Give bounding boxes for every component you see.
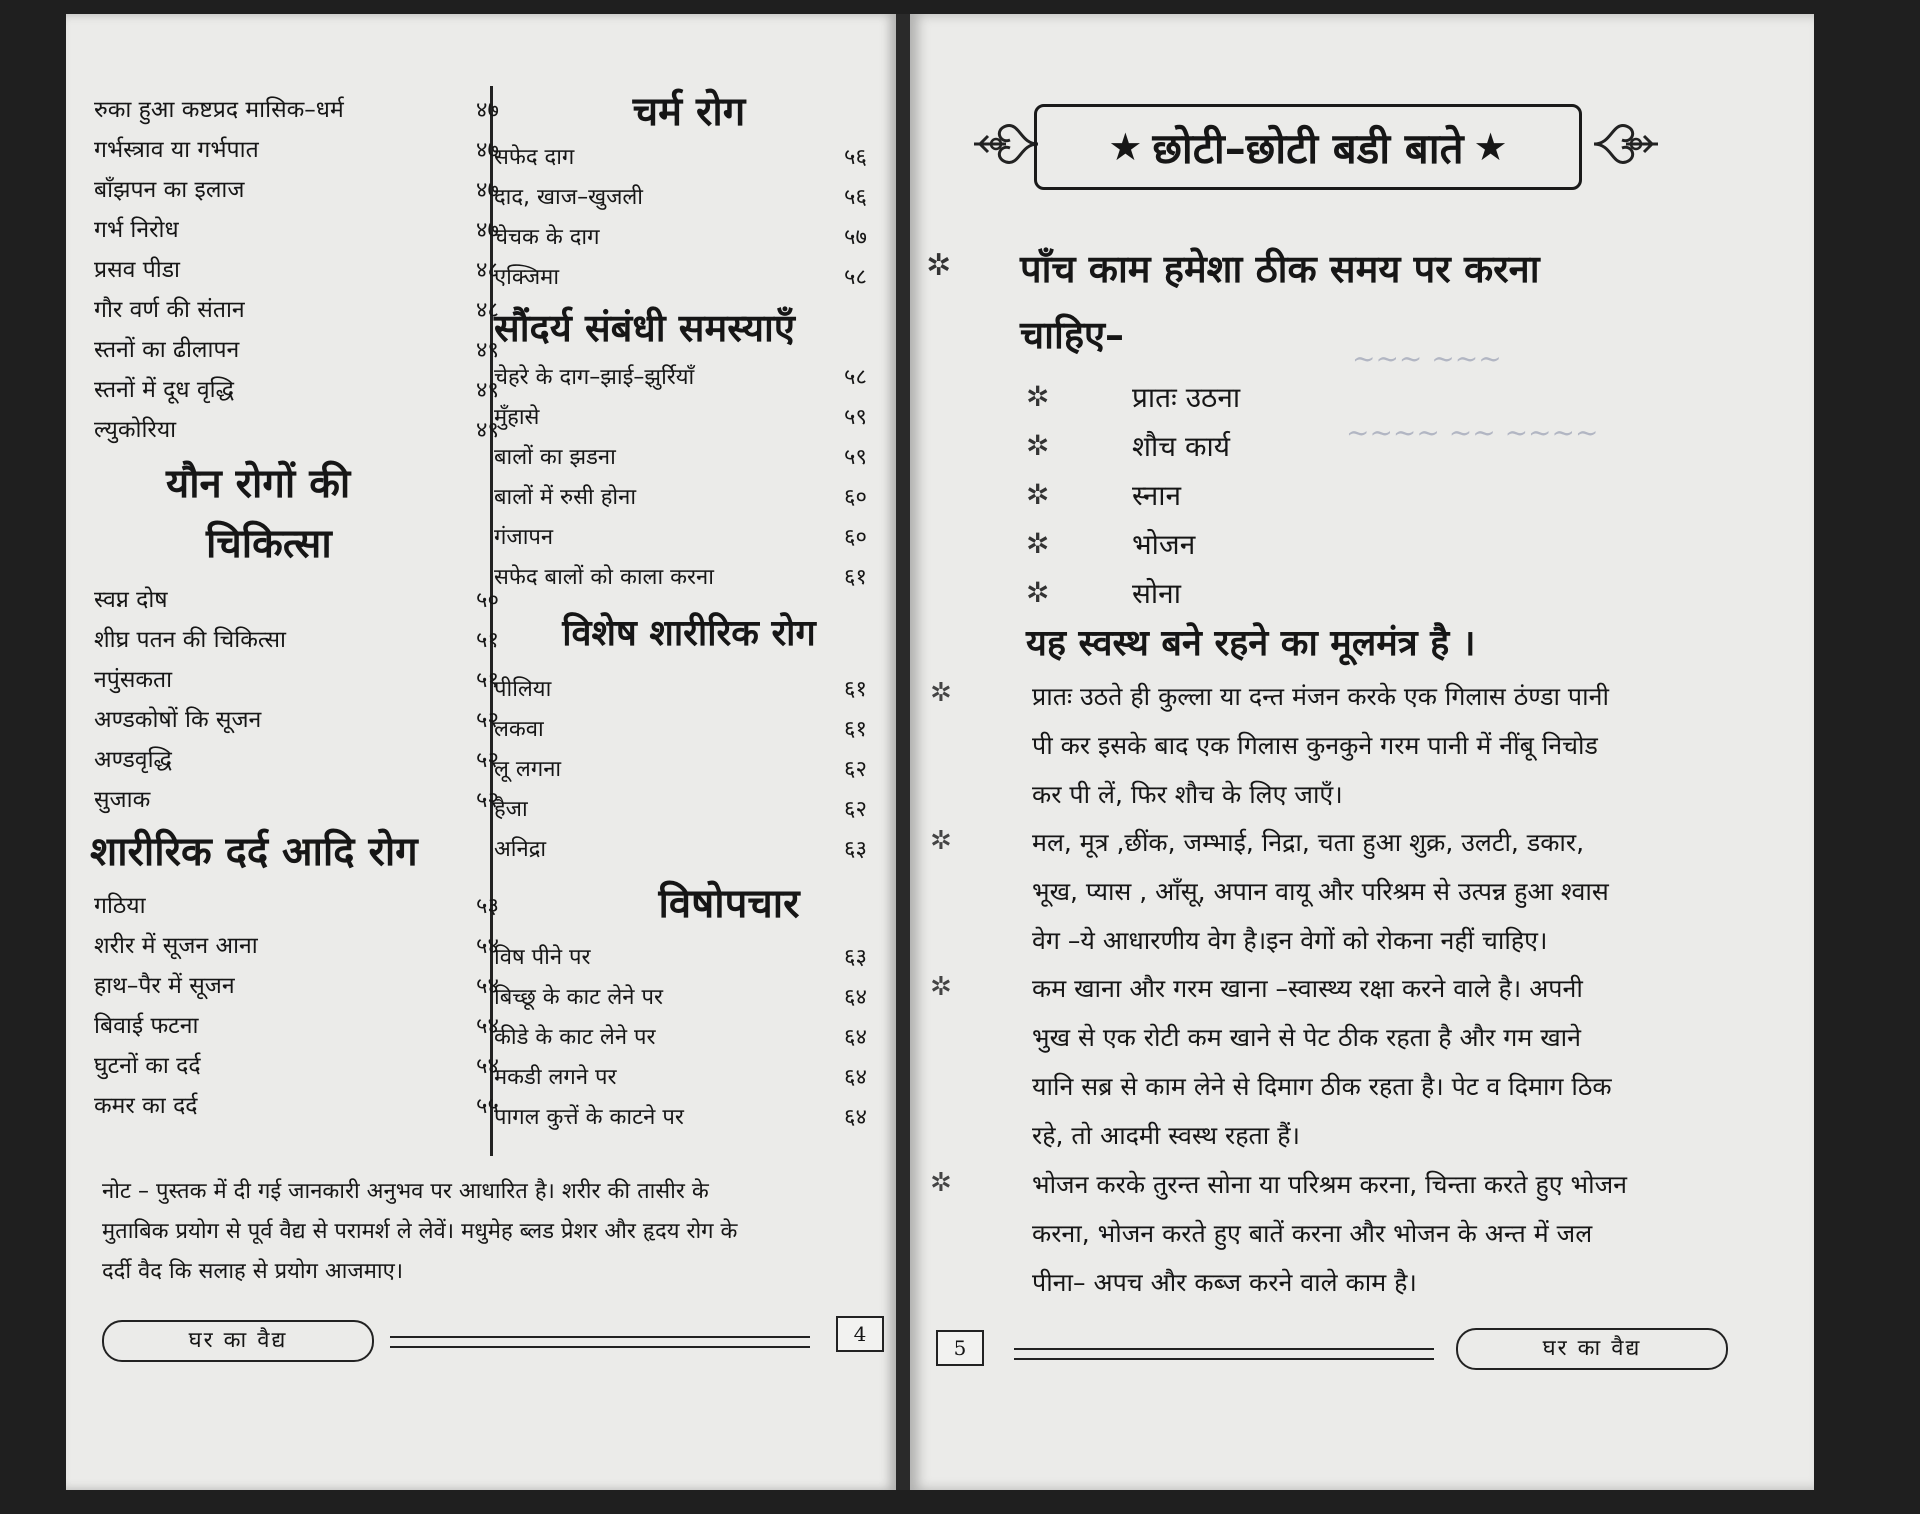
toc-group-special (494, 670, 884, 870)
star-icon: ★ (1108, 125, 1143, 169)
toc-entry-label: अण्डवृद्धि (94, 747, 172, 773)
toc-entry (94, 250, 524, 290)
five-tasks-list (1026, 372, 1240, 617)
toc-entry-label: रुका हुआ कष्टप्रद मासिक–धर्म (94, 97, 344, 123)
toc-entry-page: ४९ (476, 418, 499, 443)
toc-entry-page: ५८ (844, 365, 867, 390)
toc-entry (94, 170, 524, 210)
toc-entry-page: ४९ (476, 338, 499, 363)
toc-entry-page: ५९ (844, 405, 867, 430)
toc-entry (94, 370, 524, 410)
task-label: स्नान (1132, 478, 1182, 512)
toc-entry-label: विष पीने पर (494, 945, 591, 970)
toc-entry-label: स्तनों का ढीलापन (94, 337, 240, 363)
toc-entry-page: ५४ (476, 934, 499, 959)
toc-entry-label: लू लगना (494, 757, 562, 782)
section-heading: विशेष शारीरिक रोग (562, 613, 816, 654)
toc-entry-label: बिवाई फटना (94, 1013, 199, 1039)
toc-entry-page: ५९ (844, 445, 867, 470)
toc-entry-label: गर्भ निरोध (94, 217, 179, 243)
page-number: 4 (836, 1316, 884, 1352)
toc-entry-label: दाद, खाज–खुजली (494, 185, 644, 210)
list-item (1026, 421, 1240, 470)
toc-entry-label: बिच्छू के काट लेने पर (494, 985, 663, 1010)
toc-entry (494, 790, 884, 830)
toc-entry-page: ५२ (476, 788, 499, 813)
toc-entry-page: ५६ (844, 145, 867, 170)
toc-entry (494, 138, 884, 178)
toc-entry-label: स्तनों में दूध वृद्धि (94, 377, 234, 403)
note-line: नोट – पुस्तक में दी गई जानकारी अनुभव पर आधारित है। शरीर की तासीर के (102, 1179, 709, 1204)
toc-entry-page: ५२ (476, 748, 499, 773)
list-item (1026, 372, 1240, 421)
toc-entry-page: ४७ (476, 98, 499, 123)
toc-entry (494, 438, 884, 478)
sunburst-bullet-icon: ✲ (926, 248, 952, 283)
disclaimer-note (102, 1172, 882, 1292)
toc-entry-page: ४७ (476, 178, 499, 203)
toc-group-female (94, 90, 524, 450)
section-heading: चर्म रोग (632, 89, 746, 135)
left-ornament-icon (970, 114, 1040, 174)
toc-entry (94, 130, 524, 170)
note-line: मुताबिक प्रयोग से पूर्व वैद्य से परामर्श ले लेवें। मधुमेह ब्लड प्रेशर और हृदय रोग के (102, 1219, 738, 1244)
toc-entry-label: गंजापन (494, 525, 554, 550)
sunburst-bullet-icon: ✲ (1026, 527, 1050, 560)
toc-entry (94, 966, 524, 1006)
lead-line: पाँच काम हमेशा ठीक समय पर करना (1020, 247, 1540, 291)
toc-entry-page: ५१ (476, 668, 499, 693)
note-line: दर्दी वैद कि सलाह से प्रयोग आजमाए। (102, 1259, 404, 1284)
toc-entry-page: ६४ (844, 1025, 867, 1050)
toc-entry (494, 178, 884, 218)
para-line: पी कर इसके बाद एक गिलास कुनकुने गरम पानी में नींबू निचोड (1032, 731, 1598, 760)
toc-entry-page: ४७ (476, 218, 499, 243)
page-number: 5 (936, 1330, 984, 1366)
footer-rule (390, 1336, 810, 1348)
toc-entry (94, 926, 524, 966)
section-heading: शारीरिक दर्द आदि रोग (90, 829, 418, 875)
toc-entry-label: मुँहासे (494, 405, 540, 430)
pencil-scribble: ~~~~ ~~ ~~~~ (1346, 416, 1599, 449)
toc-entry-label: शीघ्र पतन की चिकित्सा (94, 627, 286, 653)
toc-entry-label: घुटनों का दर्द (94, 1053, 201, 1079)
toc-entry-label: हाथ–पैर में सूजन (94, 973, 235, 999)
toc-entry-label: मकडी लगने पर (494, 1065, 617, 1090)
toc-entry-label: चेहरे के दाग–झाई–झुर्रियाँ (494, 365, 695, 390)
para-line: कर पी लें, फिर शौच के लिए जाएँ। (1032, 780, 1343, 809)
toc-entry-label: बालों में रुसी होना (494, 485, 637, 510)
toc-entry-page: ५४ (476, 974, 499, 999)
toc-entry (94, 740, 524, 780)
toc-entry (94, 780, 524, 820)
sunburst-bullet-icon: ✲ (930, 1168, 952, 1198)
toc-entry-page: ५४ (476, 1054, 499, 1079)
toc-entry-label: प्रसव पीडा (94, 257, 181, 283)
para-line: भोजन करके तुरन्त सोना या परिश्रम करना, चिन्ता करते हुए भोजन (1032, 1170, 1627, 1199)
toc-entry-label: सफेद बालों को काला करना (494, 565, 714, 590)
toc-entry (94, 886, 524, 926)
toc-entry-label: ल्युकोरिया (94, 417, 177, 443)
toc-entry-label: बाँझपन का इलाज (94, 177, 245, 203)
toc-entry-page: ६३ (844, 837, 867, 862)
toc-group-skin (494, 138, 884, 298)
list-item (1026, 470, 1240, 519)
toc-entry-label: शरीर में सूजन आना (94, 933, 258, 959)
toc-entry-label: स्वप्न दोष (94, 587, 168, 613)
page-footer (102, 1316, 892, 1366)
toc-entry-page: ६४ (844, 1065, 867, 1090)
para-line: रहे, तो आदमी स्वस्थ रहता हैं। (1032, 1121, 1300, 1150)
toc-entry (94, 1086, 524, 1126)
book-spine (896, 14, 910, 1490)
toc-column-1 (90, 90, 524, 1126)
toc-entry-page: ६३ (844, 945, 867, 970)
toc-entry-label: सफेद दाग (494, 145, 575, 170)
sunburst-bullet-icon: ✲ (1026, 429, 1050, 462)
toc-entry-page: ६२ (844, 797, 867, 822)
sunburst-bullet-icon: ✲ (930, 826, 952, 856)
toc-entry-page: ५१ (476, 628, 499, 653)
toc-entry (494, 938, 884, 978)
book-brand: घर का वैद्य (1456, 1328, 1728, 1370)
toc-entry (494, 398, 884, 438)
task-label: प्रातः उठना (1132, 380, 1241, 414)
toc-entry-page: ५२ (476, 708, 499, 733)
lead-line: चाहिए– (1020, 313, 1125, 357)
book-brand: घर का वैद्य (102, 1320, 374, 1362)
toc-entry-label: पीलिया (494, 677, 552, 702)
toc-entry-label: हैजा (494, 797, 528, 822)
toc-entry (94, 700, 524, 740)
paragraph (1032, 964, 1732, 1160)
para-line: करना, भोजन करते हुए बातें करना और भोजन के अन्त में जल (1032, 1219, 1593, 1248)
paragraph (1032, 1160, 1732, 1307)
toc-entry-page: ४७ (476, 138, 499, 163)
paragraph (1032, 818, 1732, 965)
toc-group-treatment (494, 938, 884, 1138)
toc-entry (494, 518, 884, 558)
para-line: पीना– अपच और कब्ज करने वाले काम है। (1032, 1268, 1417, 1297)
mantra-heading: यह स्वस्थ बने रहने का मूलमंत्र है । (1026, 623, 1476, 664)
toc-entry-label: एक्जिमा (494, 265, 560, 290)
pencil-scribble: ~~~ ~~~ (1352, 342, 1502, 375)
toc-group-sexual (94, 580, 524, 820)
toc-entry-label: कमर का दर्द (94, 1093, 198, 1119)
para-line: वेग –ये आधारणीय वेग है।इन वेगों को रोकना नहीं चाहिए। (1032, 926, 1548, 955)
toc-group-pain (94, 886, 524, 1126)
toc-entry (94, 580, 524, 620)
toc-entry-page: ५० (476, 588, 499, 613)
toc-entry (94, 210, 524, 250)
right-page (910, 14, 1814, 1490)
toc-entry-page: ६१ (844, 565, 867, 590)
toc-entry (494, 1018, 884, 1058)
toc-entry-page: ४८ (476, 298, 499, 323)
toc-entry (94, 290, 524, 330)
toc-entry-page: ५५ (476, 1094, 499, 1119)
para-line: मल, मूत्र ,छींक, जम्भाई, निद्रा, चता हुआ शुक्र, उलटी, डकार, (1032, 828, 1585, 857)
sunburst-bullet-icon: ✲ (1026, 380, 1050, 413)
toc-entry-label: अनिद्रा (494, 837, 547, 862)
toc-entry-page: ६२ (844, 757, 867, 782)
task-label: शौच कार्य (1132, 429, 1230, 463)
toc-entry-label: चेचक के दाग (494, 225, 600, 250)
toc-entry-page: ६४ (844, 985, 867, 1010)
toc-entry-label: गर्भस्त्राव या गर्भपात (94, 137, 259, 163)
sunburst-bullet-icon: ✲ (930, 972, 952, 1002)
toc-entry-page: ५४ (476, 1014, 499, 1039)
toc-entry-label: लकवा (494, 717, 544, 742)
left-page (66, 14, 896, 1490)
page-title: छोटी–छोटी बडी बाते (1152, 123, 1464, 173)
toc-entry-page: ६० (844, 525, 867, 550)
list-item (1026, 519, 1240, 568)
para-line: भुख से एक रोटी कम खाने से पेट ठीक रहता है और गम खाने (1032, 1023, 1582, 1052)
paragraph (1032, 672, 1732, 819)
toc-entry (94, 90, 524, 130)
toc-entry-page: ६१ (844, 677, 867, 702)
list-item (1026, 568, 1240, 617)
section-heading: चिकित्सा (206, 521, 332, 567)
toc-entry (494, 830, 884, 870)
toc-entry (494, 978, 884, 1018)
toc-group-beauty (494, 358, 884, 598)
toc-column-2 (494, 90, 884, 1138)
toc-entry-page: ५८ (844, 265, 867, 290)
toc-entry-page: ५३ (476, 894, 499, 919)
toc-entry (494, 1058, 884, 1098)
para-line: प्रातः उठते ही कुल्ला या दन्त मंजन करके एक गिलास ठंण्डा पानी (1032, 682, 1609, 711)
para-line: यानि सब्र से काम लेने से दिमाग ठीक रहता है। पेट व दिमाग ठिक (1032, 1072, 1612, 1101)
section-heading: यौन रोगों की (166, 461, 351, 507)
toc-entry-page: ४८ (476, 258, 499, 283)
toc-entry (494, 750, 884, 790)
toc-entry-page: ६० (844, 485, 867, 510)
toc-entry (94, 620, 524, 660)
toc-entry (494, 258, 884, 298)
toc-entry-page: ४९ (476, 378, 499, 403)
lead-heading (1020, 236, 1700, 368)
toc-entry-page: ५६ (844, 185, 867, 210)
section-heading: सौंदर्य संबंधी समस्याएँ (494, 306, 795, 350)
toc-entry-label: गौर वर्ण की संतान (94, 297, 245, 323)
toc-entry-label: नपुंसकता (94, 667, 173, 693)
toc-entry-label: अण्डकोषों कि सूजन (94, 707, 262, 733)
toc-entry (494, 218, 884, 258)
task-label: सोना (1132, 576, 1181, 610)
toc-entry-label: गठिया (94, 893, 146, 919)
toc-entry (94, 330, 524, 370)
toc-entry-label: सुजाक (94, 787, 151, 813)
para-line: भूख, प्यास , आँसू, अपान वायू और परिश्रम से उत्पन्न हुआ श्वास (1032, 877, 1609, 906)
toc-entry (94, 1046, 524, 1086)
toc-entry (494, 478, 884, 518)
section-heading: विषोपचार (658, 881, 800, 927)
para-line: कम खाना और गरम खाना –स्वास्थ्य रक्षा करने वाले है। अपनी (1032, 974, 1583, 1003)
toc-entry-label: कीडे के काट लेने पर (494, 1025, 656, 1050)
toc-entry-page: ५७ (844, 225, 867, 250)
page-title-banner (1034, 104, 1582, 190)
toc-entry-label: बालों का झडना (494, 445, 616, 470)
toc-entry-label: पागल कुत्तें के काटने पर (494, 1105, 684, 1130)
star-icon: ★ (1473, 125, 1508, 169)
toc-entry-page: ६४ (844, 1105, 867, 1130)
page-footer (936, 1328, 1752, 1378)
toc-entry (494, 358, 884, 398)
sunburst-bullet-icon: ✲ (930, 678, 952, 708)
toc-entry (94, 660, 524, 700)
sunburst-bullet-icon: ✲ (1026, 478, 1050, 511)
toc-entry (494, 558, 884, 598)
toc-entry (494, 1098, 884, 1138)
toc-entry (494, 670, 884, 710)
task-label: भोजन (1132, 527, 1196, 561)
sunburst-bullet-icon: ✲ (1026, 576, 1050, 609)
toc-entry (94, 410, 524, 450)
toc-entry-page: ६१ (844, 717, 867, 742)
footer-rule (1014, 1348, 1434, 1360)
toc-entry (494, 710, 884, 750)
right-ornament-icon (1592, 114, 1662, 174)
toc-entry (94, 1006, 524, 1046)
